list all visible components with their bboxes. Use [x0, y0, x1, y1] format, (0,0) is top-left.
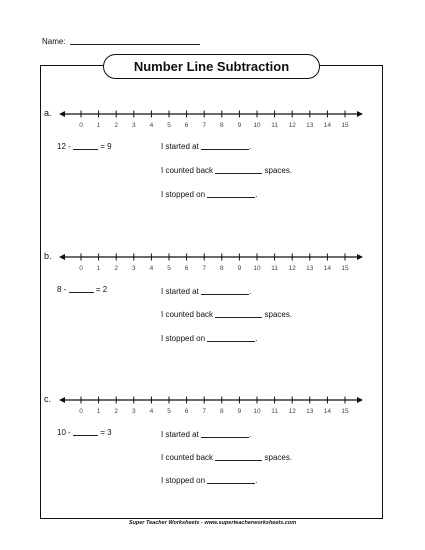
problem-letter: c.	[44, 394, 52, 404]
counted-prompt	[161, 453, 292, 462]
tick-label: 0	[79, 265, 83, 272]
tick-label: 14	[323, 408, 332, 415]
tick-label: 7	[202, 408, 207, 415]
started-blank[interactable]	[201, 294, 249, 295]
tick-label: 12	[288, 122, 296, 129]
tick-label: 15	[341, 408, 349, 415]
tick-label: 7	[202, 122, 207, 129]
equation-result: = 2	[95, 285, 108, 294]
tick-label: 11	[271, 265, 278, 272]
tick-label: 6	[184, 122, 189, 129]
counted-label: I counted back	[161, 310, 214, 319]
problem-b	[40, 251, 383, 381]
stopped-blank[interactable]	[207, 341, 255, 342]
tick-label: 14	[323, 265, 332, 272]
left-arrow-icon	[59, 111, 65, 117]
stopped-label: I stopped on	[161, 476, 206, 485]
number-line	[58, 110, 364, 134]
counted-blank[interactable]	[215, 173, 262, 174]
tick-label: 4	[149, 122, 154, 129]
counted-blank[interactable]	[215, 460, 262, 461]
spaces-label: spaces.	[264, 453, 293, 462]
started-blank[interactable]	[201, 437, 249, 438]
worksheet-title	[103, 54, 320, 79]
tick-label: 12	[288, 408, 296, 415]
tick-label: 12	[288, 265, 296, 272]
footer-credit: Super Teacher Worksheets - www.superteacherworksheets.com	[128, 520, 297, 526]
spaces-label: spaces.	[264, 310, 293, 319]
stopped-prompt	[161, 334, 258, 343]
stopped-blank[interactable]	[207, 483, 255, 484]
started-label: I started at	[161, 430, 199, 439]
equation	[57, 428, 112, 437]
equation	[57, 285, 107, 294]
tick-label: 4	[149, 408, 154, 415]
stopped-period: .	[255, 334, 258, 343]
stopped-prompt	[161, 476, 258, 485]
right-arrow-icon	[357, 111, 363, 117]
started-prompt	[161, 142, 251, 151]
problem-letter: b.	[44, 251, 52, 261]
tick-label: 8	[219, 265, 224, 272]
stopped-label: I stopped on	[161, 190, 206, 199]
tick-label: 11	[271, 122, 278, 129]
worksheet-title-text: Number Line Subtraction	[133, 59, 290, 74]
stopped-prompt	[161, 190, 258, 199]
stopped-period: .	[255, 190, 258, 199]
stopped-label: I stopped on	[161, 334, 206, 343]
name-label: Name:	[42, 37, 66, 46]
counted-prompt	[161, 166, 292, 175]
tick-label: 10	[253, 408, 261, 415]
started-prompt	[161, 430, 251, 439]
equation-result: = 9	[100, 142, 112, 151]
started-period: .	[249, 430, 252, 439]
tick-label: 0	[79, 408, 83, 415]
equation	[57, 142, 112, 151]
right-arrow-icon	[357, 254, 363, 260]
equation-blank[interactable]	[73, 149, 98, 150]
right-arrow-icon	[357, 397, 363, 403]
tick-label: 1	[96, 408, 101, 415]
counted-label: I counted back	[161, 166, 214, 175]
spaces-label: spaces.	[264, 166, 293, 175]
started-prompt	[161, 287, 251, 296]
name-field-row	[42, 37, 200, 46]
tick-label: 3	[131, 265, 136, 272]
tick-label: 8	[219, 408, 224, 415]
tick-label: 5	[167, 265, 171, 272]
tick-label: 8	[219, 122, 224, 129]
tick-label: 6	[184, 265, 189, 272]
stopped-period: .	[255, 476, 258, 485]
tick-label: 2	[114, 265, 119, 272]
started-period: .	[249, 287, 252, 296]
number-line	[58, 253, 364, 277]
equation-minuend: 8 -	[57, 285, 67, 294]
tick-label: 5	[167, 408, 171, 415]
tick-label: 6	[184, 408, 189, 415]
tick-label: 13	[306, 265, 314, 272]
started-period: .	[249, 142, 252, 151]
counted-label: I counted back	[161, 453, 214, 462]
tick-label: 4	[149, 265, 154, 272]
tick-label: 1	[96, 122, 101, 129]
equation-result: = 3	[100, 428, 112, 437]
counted-blank[interactable]	[215, 317, 262, 318]
equation-minuend: 12 -	[57, 142, 71, 151]
tick-label: 9	[237, 408, 242, 415]
tick-label: 7	[202, 265, 207, 272]
tick-label: 0	[79, 122, 83, 129]
tick-label: 13	[306, 122, 314, 129]
tick-label: 2	[114, 408, 119, 415]
equation-minuend: 10 -	[57, 428, 71, 437]
tick-label: 3	[131, 122, 136, 129]
problem-a	[40, 108, 383, 238]
tick-label: 2	[114, 122, 119, 129]
number-line	[58, 396, 364, 420]
tick-label: 5	[167, 122, 171, 129]
tick-label: 14	[323, 122, 332, 129]
tick-label: 10	[253, 265, 261, 272]
name-blank[interactable]	[70, 44, 200, 45]
problem-letter: a.	[44, 108, 52, 118]
tick-label: 11	[271, 408, 278, 415]
tick-label: 15	[341, 265, 349, 272]
equation-blank[interactable]	[73, 435, 98, 436]
tick-label: 3	[131, 408, 136, 415]
left-arrow-icon	[59, 254, 65, 260]
tick-label: 1	[96, 265, 101, 272]
stopped-blank[interactable]	[207, 197, 255, 198]
started-blank[interactable]	[201, 149, 249, 150]
problem-c	[40, 394, 383, 524]
equation-blank[interactable]	[69, 292, 94, 293]
tick-label: 10	[253, 122, 261, 129]
tick-label: 13	[306, 408, 314, 415]
tick-label: 9	[237, 265, 242, 272]
started-label: I started at	[161, 287, 199, 296]
counted-prompt	[161, 310, 292, 319]
tick-label: 15	[341, 122, 349, 129]
left-arrow-icon	[59, 397, 65, 403]
tick-label: 9	[237, 122, 242, 129]
started-label: I started at	[161, 142, 199, 151]
